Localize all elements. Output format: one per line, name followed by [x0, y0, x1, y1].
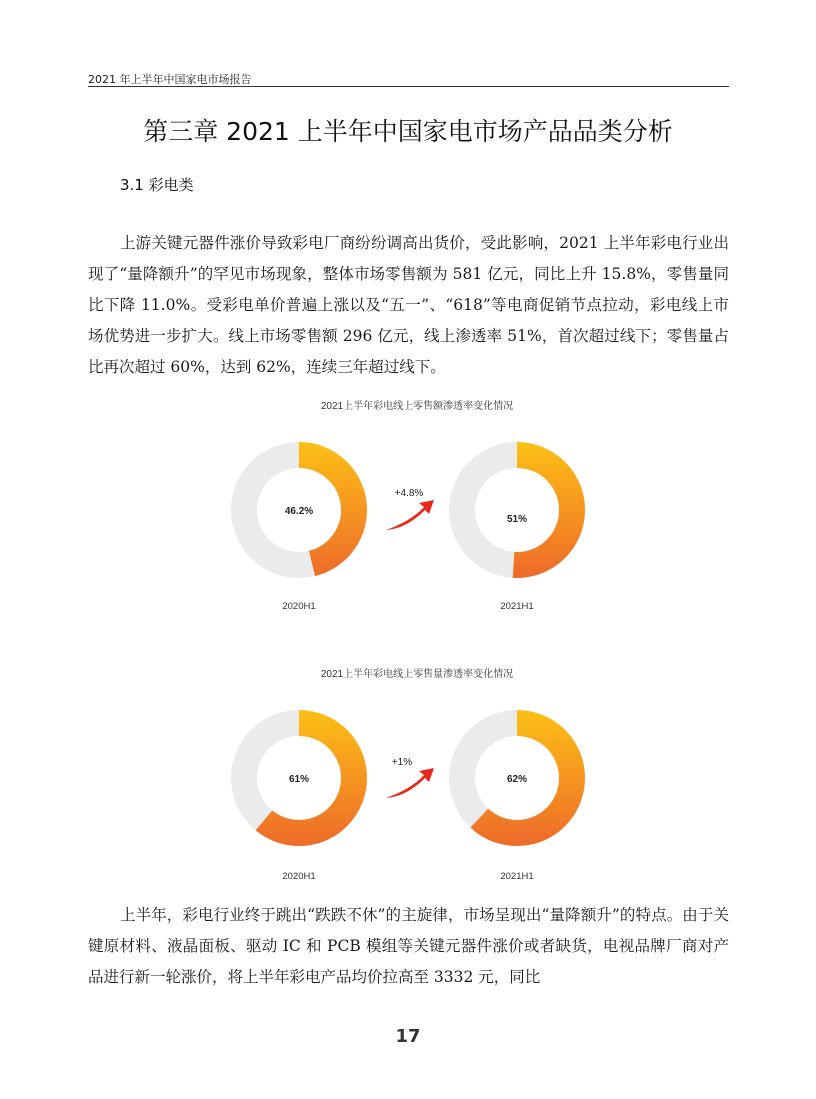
chart-title: 2021上半年彩电线上零售额渗透率变化情况 — [320, 401, 514, 412]
category-label-left: 2020H1 — [282, 601, 316, 612]
chart-svg — [200, 665, 620, 890]
growth-arrow-icon — [386, 768, 434, 798]
category-label-right: 2021H1 — [500, 601, 534, 612]
chart-svg — [200, 397, 620, 622]
value-label-left: 61% — [288, 774, 310, 785]
donut-chart-retail-value — [200, 397, 620, 622]
change-label: +4.8% — [394, 488, 424, 499]
category-label-right: 2021H1 — [500, 871, 534, 882]
body-paragraph-1: 上游关键元器件涨价导致彩电厂商纷纷调高出货价，受此影响，2021 上半年彩电行业出现了“量降额升”的罕见市场现象，整体市场零售额为 581 亿元，同比上升 15.8%，零售量同比下降 11.0%。受彩电单价普遍上涨以及“五一”、“618”等电商促销节点拉动，彩电线上市场优势进一步扩大。线上市场零售额 296 亿元，线上渗透率 51%，首次超过线下；零售量占比再次超过 60%，达到 62%，连续三年超过线下。 — [88, 234, 729, 376]
section-title: 3.1 彩电类 — [120, 176, 194, 194]
value-label-right: 62% — [506, 774, 528, 785]
ring-right — [462, 455, 572, 565]
value-label-left: 46.2% — [284, 506, 314, 517]
value-label-right: 51% — [506, 514, 528, 525]
donut-chart-retail-volume — [200, 665, 620, 890]
category-label-left: 2020H1 — [282, 871, 316, 882]
chart-title: 2021上半年彩电线上零售量渗透率变化情况 — [320, 669, 514, 680]
change-label: +1% — [391, 757, 413, 768]
chapter-title: 第三章 2021 上半年中国家电市场产品品类分析 — [143, 117, 673, 146]
running-header: 2021 年上半年中国家电市场报告 — [88, 73, 252, 86]
body-paragraph-2: 上半年，彩电行业终于跳出“跌跌不休”的主旋律，市场呈现出“量降额升”的特点。由于关键原材料、液晶面板、驱动 IC 和 PCB 模组等关键元器件涨价或者缺货，电视品牌厂商对产品进行新一轮涨价，将上半年彩电产品均价拉高至 3332 元，同比 — [88, 906, 729, 986]
ring-value-arc — [514, 455, 572, 565]
header-rule — [88, 86, 729, 87]
growth-arrow-icon — [386, 500, 434, 530]
page-number: 17 — [395, 1026, 421, 1047]
